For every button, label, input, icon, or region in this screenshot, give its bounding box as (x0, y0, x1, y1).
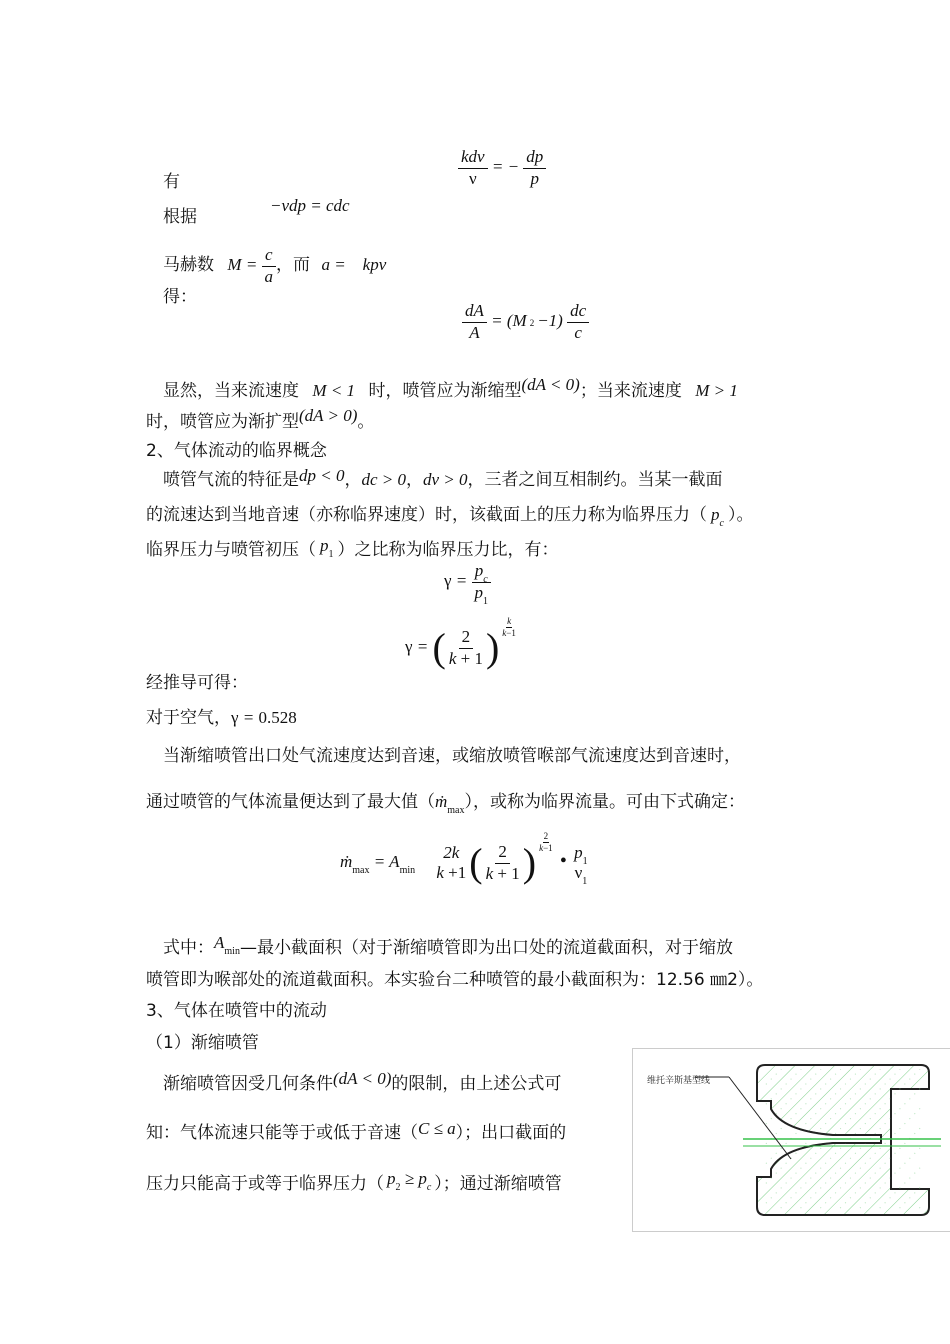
text-mach (163, 246, 386, 286)
equation-kdv: $\frac{\text{kdν}}{\nu}$ = − $\frac{dp}{p}$ (458, 148, 546, 188)
p5-1b: 的限制，由上述公式可 (391, 1074, 562, 1094)
text-p4-line1 (163, 933, 733, 958)
symbol-pc: $p_c$ (711, 505, 724, 529)
text-derive: 经推导可得： (146, 673, 248, 693)
equation-area-velocity: $\frac{dA}{A}$ = (M 2 −1) $\frac{dc}{c}$ (462, 302, 589, 342)
text-de: 得： (163, 287, 197, 307)
text-p2-line3 (146, 535, 559, 560)
obvious-1c: ；当来流速度 (579, 381, 682, 401)
figure-label: 维托辛斯基型线 (647, 1076, 711, 1086)
cond-dc-gt-0: dc > 0 (361, 470, 407, 489)
symbol-p1: $p_1$ (320, 536, 334, 560)
equation-critical-flow: ṁ$_{max}$ = $A_{min}$ 2k k +1 ( $\frac{2}{k + 1}$ ) $\frac{2}{k-1}$ • $p_1$ $\nu_1$ (340, 831, 588, 888)
p4-1b: —最小截面积（对于渐缩喷管即为出口处的流道截面积，对于缩放 (239, 938, 733, 958)
text-you: 有 (163, 172, 180, 192)
cond-m-gt-1: M > 1 (695, 381, 738, 400)
p2-1b: 三者之间互相制约。当某一截面 (484, 470, 723, 490)
p2-2a: 的流速达到当地音速（亦称临界速度）时，该截面上的压力称为临界压力（ (146, 505, 707, 525)
symbol-mdot-max: ṁ$_{max}$ (435, 792, 465, 816)
text-p3-line1: 当渐缩喷管出口处气流速度达到音速，或缩放喷管喉部气流速度达到音速时， (163, 746, 741, 766)
p4-1a: 式中： (163, 938, 214, 958)
text-p2-line1: 喷管气流的特征是dp < 0，dc > 0，dν > 0，三者之间互相制约。当某一截面 (163, 466, 723, 490)
cond-m-lt-1: M < 1 (312, 381, 356, 400)
section-heading-2: 2、气体流动的临界概念 (146, 441, 327, 461)
p2-3b: ）之比称为临界压力比，有： (337, 540, 559, 560)
text-genju: 根据 (163, 207, 197, 227)
cond-c-le-a: C ≤ a (418, 1119, 456, 1138)
subsection-heading-1: （1）渐缩喷管 (146, 1033, 259, 1053)
equation-gamma-formula: γ = ( $\frac{2}{k + 1}$ ) $\frac{k}{k-1}$ (405, 616, 516, 671)
p5-1a: 渐缩喷管因受几何条件 (163, 1074, 333, 1094)
obvious-1b: 时，喷管应为渐缩型 (368, 381, 522, 401)
text-p4-line2: 喷管即为喉部处的流道截面积。本实验台二种喷管的最小截面积为：12.56 ㎜2）。 (146, 970, 764, 990)
nozzle-figure (632, 1048, 950, 1232)
equation-gamma-air: γ = 0.528 (231, 708, 297, 727)
cond-p2-ge-pc: $p_2 \ge p_c$ (387, 1169, 432, 1193)
text-p5-line1 (163, 1069, 561, 1094)
p2-3a: 临界压力与喷管初压（ (146, 540, 316, 560)
cond-da-lt-0: (dA < 0) (521, 375, 580, 394)
obvious-2b: 。 (357, 412, 375, 432)
text-p3-line2 (146, 787, 745, 816)
mach-prefix: 马赫数 (163, 255, 214, 276)
p3-2a: 通过喷管的气体流量便达到了最大值（ (146, 792, 435, 812)
air-prefix: 对于空气， (146, 708, 231, 728)
text-air (146, 703, 297, 728)
p5-3b: ）；通过渐缩喷管 (434, 1174, 562, 1194)
cond-dp-lt-0: dp < 0 (299, 466, 345, 485)
text-obvious-line1 (163, 376, 738, 401)
obvious-1a: 显然，当来流速度 (163, 381, 299, 401)
p2-1a: 喷管气流的特征是 (163, 470, 299, 490)
equation-gamma-ratio: γ = $\frac{p_c}{p_1}$ (444, 562, 491, 602)
mach-mid: ，而 (276, 255, 311, 276)
cond-da-gt-0: (dA > 0) (299, 406, 358, 425)
equation-mach: M = $\frac{c}{a}$ (227, 255, 276, 274)
equation-sound-speed: a = kpν (321, 255, 387, 275)
equation-vdp: −νdp = cdc (270, 196, 350, 215)
text-p5-line3 (146, 1169, 562, 1194)
cond-da-lt-0-2: (dA < 0) (333, 1069, 392, 1088)
p5-3a: 压力只能高于或等于临界压力（ (146, 1174, 384, 1194)
p2-2b: ）。 (727, 505, 754, 525)
obvious-2a: 时，喷管应为渐扩型 (146, 412, 299, 432)
cond-dv-gt-0: dν > 0 (423, 470, 468, 489)
p5-2b: ）；出口截面的 (455, 1123, 567, 1143)
text-p2-line2 (146, 500, 754, 529)
symbol-amin: $A_{min}$ (214, 933, 240, 957)
text-obvious-line2 (146, 407, 374, 432)
text-p5-line2 (146, 1118, 566, 1143)
p5-2a: 知：气体流速只能等于或低于音速（ (146, 1123, 418, 1143)
section-heading-3: 3、气体在喷管中的流动 (146, 1001, 327, 1021)
p3-2b: ），或称为临界流量。可由下式确定： (464, 792, 745, 812)
